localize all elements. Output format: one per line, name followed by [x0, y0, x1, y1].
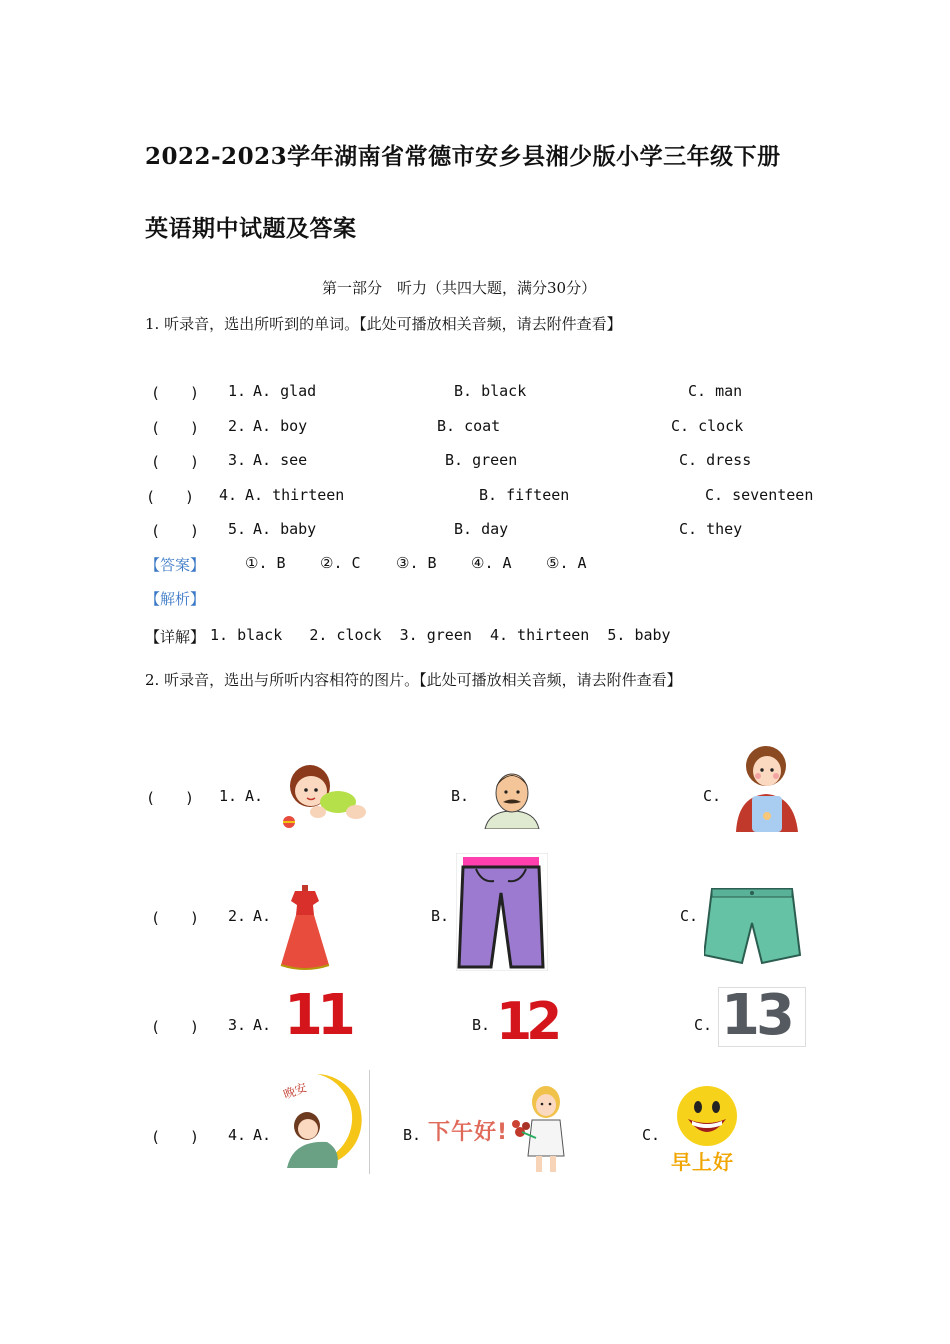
doc-title-line1: 2022-2023学年湖南省常德市安乡县湘少版小学三年级下册 — [145, 143, 781, 170]
item-number: 5. — [228, 520, 247, 538]
answer-label: 【答案】 — [145, 556, 206, 574]
option-a-label: A. — [253, 1126, 272, 1144]
option-c: C. clock — [671, 417, 744, 435]
detail-label: 【详解】 — [145, 628, 206, 646]
smiley-face-icon — [674, 1085, 740, 1147]
option-b-label: B. — [431, 907, 450, 925]
number-thirteen-frame — [718, 983, 806, 1048]
item-number: 2. — [228, 907, 247, 925]
trousers-picture — [456, 853, 548, 971]
answer-paren: ( ) — [146, 488, 195, 506]
answer-paren: ( ) — [151, 1018, 200, 1036]
item-number: 4. — [228, 1126, 247, 1144]
option-b: B. fifteen — [479, 486, 570, 504]
option-c: C. man — [688, 382, 743, 400]
analysis-label: 【解析】 — [145, 590, 206, 608]
answer-paren: ( ) — [151, 1128, 200, 1146]
option-a-label: A. — [253, 907, 272, 925]
answer-3: ③. B — [396, 554, 437, 572]
q1-prompt: 1. 听录音，选出所听到的单词。【此处可播放相关音频，请去附件查看】 — [145, 315, 622, 333]
detail-text: 1. black 2. clock 3. green 4. thirteen 5. baby — [210, 626, 671, 644]
option-b-label: B. — [403, 1126, 422, 1144]
answer-5: ⑤. A — [546, 554, 587, 572]
option-b-label: B. — [472, 1016, 491, 1034]
q2-prompt: 2. 听录音，选出与所听内容相符的图片。【此处可播放相关音频，请去附件查看】 — [145, 671, 682, 689]
answer-paren: ( ) — [151, 522, 200, 540]
answer-paren: ( ) — [146, 789, 195, 807]
option-a: A. boy — [253, 417, 308, 435]
option-c: C. seventeen — [705, 486, 814, 504]
item-number: 2. — [228, 417, 247, 435]
good-night-picture — [277, 1070, 370, 1174]
option-c-label: C. — [680, 907, 699, 925]
number-eleven-picture: 11 — [284, 983, 350, 1048]
option-a: A. glad — [253, 382, 317, 400]
answer-paren: ( ) — [151, 419, 200, 437]
answer-paren: ( ) — [151, 384, 200, 402]
option-c: C. dress — [679, 451, 752, 469]
option-b-label: B. — [451, 787, 470, 805]
answer-4: ④. A — [471, 554, 512, 572]
dress-picture — [278, 885, 332, 971]
answer-paren: ( ) — [151, 453, 200, 471]
option-c: C. they — [679, 520, 743, 538]
option-c-label: C. — [694, 1016, 713, 1034]
option-b: B. green — [445, 451, 518, 469]
shorts-picture — [704, 885, 802, 969]
girl-with-flowers-picture — [510, 1082, 570, 1174]
option-b: B. black — [454, 382, 527, 400]
number-twelve-picture: 12 — [496, 992, 557, 1052]
woman-picture — [730, 744, 806, 832]
option-b: B. coat — [437, 417, 501, 435]
good-afternoon-text: 下午好! — [428, 1120, 509, 1145]
baby-picture — [278, 760, 370, 830]
number-thirteen-picture: 13 — [721, 983, 791, 1048]
section-heading: 第一部分 听力（共四大题，满分30分） — [322, 279, 597, 297]
item-number: 1. — [219, 787, 238, 805]
item-number: 3. — [228, 1016, 247, 1034]
answer-1: ①. B — [245, 554, 286, 572]
answer-paren: ( ) — [151, 909, 200, 927]
good-night-text: 晚安 — [281, 1080, 309, 1102]
item-number: 3. — [228, 451, 247, 469]
good-morning-text: 早上好 — [671, 1150, 734, 1174]
option-b: B. day — [454, 520, 509, 538]
option-a-label: A. — [245, 787, 264, 805]
option-c-label: C. — [703, 787, 722, 805]
option-c-label: C. — [642, 1126, 661, 1144]
option-a: A. see — [253, 451, 308, 469]
option-a-label: A. — [253, 1016, 272, 1034]
man-picture — [483, 767, 541, 829]
option-a: A. baby — [253, 520, 317, 538]
item-number: 4. — [219, 486, 238, 504]
option-a: A. thirteen — [245, 486, 345, 504]
answer-2: ②. C — [320, 554, 361, 572]
doc-title-line2: 英语期中试题及答案 — [145, 215, 357, 242]
item-number: 1. — [228, 382, 247, 400]
